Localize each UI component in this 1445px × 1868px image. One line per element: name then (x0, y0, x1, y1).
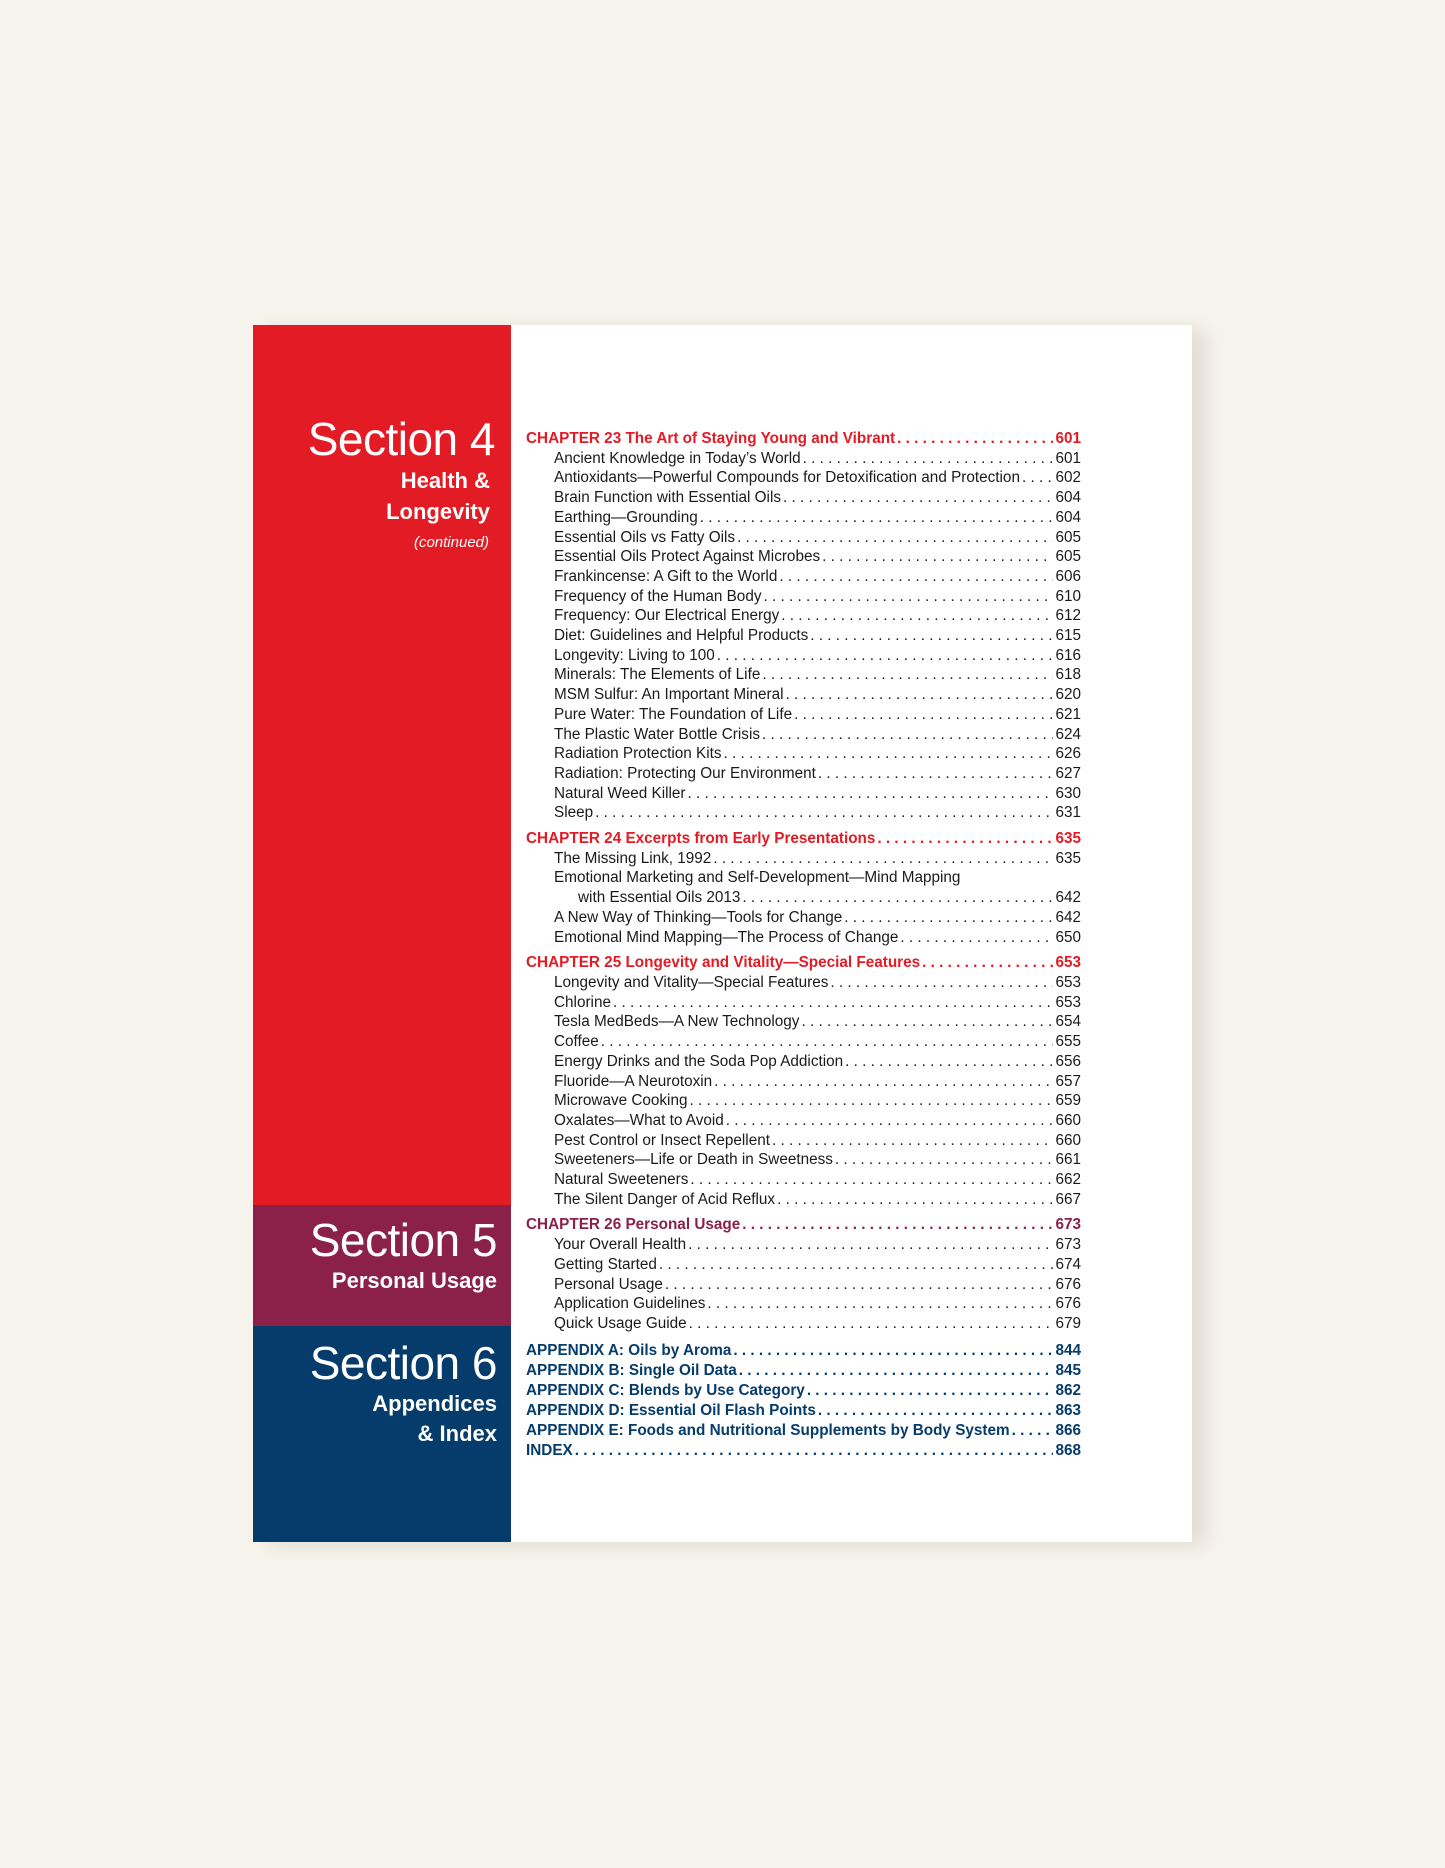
toc-entry-title-line[interactable]: Emotional Marketing and Self-Development—Mind Mapping (554, 869, 961, 887)
dot-leader (845, 1052, 1053, 1072)
dot-leader (835, 1150, 1054, 1170)
toc-entry-page-number: 654 (1055, 1013, 1081, 1031)
dot-leader (613, 993, 1054, 1013)
toc-entry[interactable] (526, 1255, 1081, 1275)
toc-entry-title: Coffee (554, 1033, 599, 1051)
appendix-entry-page-number: 862 (1055, 1381, 1081, 1399)
appendix-entry[interactable] (526, 1421, 1081, 1441)
toc-entry-page-number: 610 (1055, 587, 1081, 605)
toc-entry-page-number: 624 (1055, 725, 1081, 743)
dot-leader (688, 784, 1054, 804)
toc-entry-title: Application Guidelines (554, 1295, 706, 1313)
dot-leader (763, 587, 1053, 607)
toc-entry[interactable] (526, 567, 1081, 587)
toc-entry[interactable] (526, 1091, 1081, 1111)
toc-entry-page-number: 676 (1055, 1295, 1081, 1313)
toc-entry-title: Chlorine (554, 993, 611, 1011)
toc-entry-page-number: 604 (1055, 508, 1081, 526)
toc-entry[interactable] (526, 508, 1081, 528)
book-page (253, 325, 1192, 1542)
chapter-heading-title: CHAPTER 23 The Art of Staying Young and Vibrant (526, 430, 896, 447)
toc-entry-page-number: 606 (1055, 567, 1081, 585)
dot-leader (762, 725, 1053, 745)
dot-leader (822, 547, 1053, 567)
appendix-entry[interactable] (526, 1401, 1081, 1421)
section-4-title: Section 4 (307, 413, 495, 465)
toc-entry-title: Essential Oils vs Fatty Oils (554, 528, 736, 546)
toc-entry-title: Getting Started (554, 1255, 657, 1273)
toc-entry-page-number: 650 (1055, 928, 1081, 946)
toc-entry-page-number: 642 (1055, 889, 1081, 907)
chapter-heading[interactable] (526, 829, 1081, 849)
toc-entry-page-number: 621 (1055, 705, 1081, 723)
dot-leader (742, 888, 1053, 908)
toc-entry-title: Pest Control or Insect Repellent (554, 1131, 770, 1149)
toc-entry[interactable] (526, 1294, 1081, 1314)
dot-leader (781, 606, 1053, 626)
dot-leader (818, 1401, 1054, 1421)
dot-leader (739, 1361, 1054, 1381)
dot-leader (801, 1012, 1053, 1032)
section-4-subtitle-line-2: Longevity (386, 499, 490, 524)
toc-entry-title: Natural Weed Killer (554, 784, 686, 802)
dot-leader (713, 849, 1053, 869)
appendix-entry-title: APPENDIX E: Foods and Nutritional Supplements by Body System (526, 1421, 1010, 1439)
toc-entry-page-number: 626 (1055, 745, 1081, 763)
toc-entry-title: Diet: Guidelines and Helpful Products (554, 627, 809, 645)
toc-entry-page-number: 616 (1055, 646, 1081, 664)
toc-entry[interactable] (526, 849, 1081, 869)
toc-entry-title: Sweeteners—Life or Death in Sweetness (554, 1151, 833, 1169)
toc-entry-page-number: 657 (1055, 1072, 1081, 1090)
toc-entry-title: with Essential Oils 2013 (578, 889, 741, 907)
appendix-entry-title: APPENDIX B: Single Oil Data (526, 1361, 737, 1379)
toc-entry-title: Tesla MedBeds—A New Technology (554, 1013, 800, 1031)
dot-leader (762, 665, 1053, 685)
toc-entry-title: MSM Sulfur: An Important Mineral (554, 686, 784, 704)
toc-entry[interactable] (526, 744, 1081, 764)
dot-leader (877, 829, 1053, 849)
chapter-heading-page-number: 673 (1055, 1216, 1081, 1234)
toc-entry[interactable] (526, 1032, 1081, 1052)
chapter-heading[interactable] (526, 429, 1081, 449)
section-4-band (253, 325, 511, 1205)
toc-entry-title: Oxalates—What to Avoid (554, 1111, 724, 1129)
toc-entry[interactable] (526, 1012, 1081, 1032)
toc-entry-title: Energy Drinks and the Soda Pop Addiction (554, 1052, 844, 1070)
dot-leader (772, 1131, 1054, 1151)
toc-entry-page-number: 676 (1055, 1275, 1081, 1293)
appendix-entry[interactable] (526, 1381, 1081, 1401)
toc-entry-page-number: 653 (1055, 973, 1081, 991)
toc-entry-page-number: 667 (1055, 1190, 1081, 1208)
toc-entry[interactable] (526, 1052, 1081, 1072)
toc-entry[interactable] (526, 725, 1081, 745)
toc-entry-title: Your Overall Health (554, 1236, 687, 1254)
toc-entry[interactable] (526, 646, 1081, 666)
dot-leader (724, 744, 1054, 764)
dot-leader (922, 953, 1053, 973)
section-6-subtitle-line-1: Appendices (372, 1391, 497, 1416)
toc-entry[interactable] (526, 1131, 1081, 1151)
index-entry-title: INDEX (526, 1441, 573, 1459)
section-4-subtitle-line-1: Health & (400, 468, 490, 493)
dot-leader (900, 928, 1053, 948)
dot-leader (737, 528, 1053, 548)
toc-entry[interactable] (526, 468, 1081, 488)
appendix-entry-title: APPENDIX C: Blends by Use Category (526, 1381, 805, 1399)
table-of-contents (526, 429, 1081, 1461)
toc-entry-page-number: 660 (1055, 1131, 1081, 1149)
section-5-title: Section 5 (309, 1214, 497, 1266)
toc-entry[interactable] (526, 685, 1081, 705)
toc-entry[interactable] (526, 803, 1081, 823)
dot-leader (779, 567, 1053, 587)
chapter-heading[interactable] (526, 953, 1081, 973)
chapter-heading-title: CHAPTER 25 Longevity and Vitality—Special Features (526, 954, 921, 972)
toc-entry[interactable] (526, 705, 1081, 725)
appendix-entry[interactable] (526, 1341, 1081, 1361)
toc-entry[interactable] (526, 784, 1081, 804)
toc-entry-title: Quick Usage Guide (554, 1314, 687, 1332)
dot-leader (690, 1170, 1053, 1190)
toc-entry-page-number: 659 (1055, 1092, 1081, 1110)
appendix-entry-page-number: 863 (1055, 1401, 1081, 1419)
toc-entry[interactable] (526, 1170, 1081, 1190)
dot-leader (575, 1441, 1054, 1461)
toc-entry-page-number: 635 (1055, 849, 1081, 867)
toc-entry-page-number: 605 (1055, 528, 1081, 546)
toc-entry-page-number: 631 (1055, 804, 1081, 822)
toc-entry-page-number: 605 (1055, 548, 1081, 566)
toc-entry-title: Fluoride—A Neurotoxin (554, 1072, 713, 1090)
toc-entry[interactable] (526, 764, 1081, 784)
toc-entry-title: Essential Oils Protect Against Microbes (554, 548, 821, 566)
dot-leader (1022, 468, 1054, 488)
toc-entry[interactable] (526, 1275, 1081, 1295)
toc-entry-title: The Silent Danger of Acid Reflux (554, 1190, 776, 1208)
toc-entry[interactable] (526, 993, 1081, 1013)
toc-entry[interactable] (526, 888, 1081, 908)
toc-entry-page-number: 618 (1055, 666, 1081, 684)
dot-leader (714, 1072, 1053, 1092)
toc-entry[interactable] (526, 606, 1081, 626)
toc-entry-page-number: 679 (1055, 1314, 1081, 1332)
section-sidebar (253, 325, 511, 1542)
toc-entry-page-number: 660 (1055, 1111, 1081, 1129)
dot-leader (595, 803, 1053, 823)
index-entry-page-number: 868 (1055, 1441, 1081, 1459)
toc-entry-page-number: 656 (1055, 1052, 1081, 1070)
dot-leader (733, 1341, 1053, 1361)
toc-entry-title: Frequency of the Human Body (554, 587, 762, 605)
toc-entry-title: Longevity and Vitality—Special Features (554, 973, 829, 991)
dot-leader (810, 626, 1053, 646)
toc-entry-page-number: 661 (1055, 1151, 1081, 1169)
toc-entry-title: Radiation: Protecting Our Environment (554, 764, 816, 782)
toc-entry-page-number: 642 (1055, 908, 1081, 926)
dot-leader (665, 1275, 1054, 1295)
appendix-entry-page-number: 845 (1055, 1361, 1081, 1379)
toc-entry-title: Radiation Protection Kits (554, 745, 722, 763)
dot-leader (688, 1235, 1053, 1255)
toc-entry-title: Emotional Mind Mapping—The Process of Change (554, 928, 899, 946)
chapter-heading-page-number: 601 (1055, 430, 1081, 447)
toc-entry-page-number: 627 (1055, 764, 1081, 782)
toc-entry-page-number: 612 (1055, 607, 1081, 625)
index-entry[interactable] (526, 1441, 1081, 1461)
toc-entry-title: Microwave Cooking (554, 1092, 688, 1110)
dot-leader (707, 1294, 1053, 1314)
toc-entry-page-number: 662 (1055, 1171, 1081, 1189)
toc-entry[interactable] (526, 626, 1081, 646)
section-6-title: Section 6 (309, 1337, 497, 1389)
toc-entry[interactable] (526, 1072, 1081, 1092)
section-5-band (253, 1205, 511, 1326)
appendix-entry-page-number: 844 (1055, 1341, 1081, 1359)
toc-entry[interactable] (526, 908, 1081, 928)
appendix-entry-page-number: 866 (1055, 1421, 1081, 1439)
section-4-note: (continued) (413, 534, 489, 551)
toc-entry-page-number: 674 (1055, 1255, 1081, 1273)
section-6-band (253, 1326, 511, 1542)
toc-entry-page-number: 615 (1055, 627, 1081, 645)
toc-entry-page-number: 673 (1055, 1236, 1081, 1254)
dot-leader (726, 1111, 1054, 1131)
dot-leader (783, 488, 1053, 508)
toc-entry-title: The Missing Link, 1992 (554, 849, 712, 867)
toc-entry[interactable] (526, 973, 1081, 993)
dot-leader (786, 685, 1054, 705)
toc-entry[interactable] (526, 1314, 1081, 1334)
toc-entry-title: Pure Water: The Foundation of Life (554, 705, 793, 723)
section-5-subtitle: Personal Usage (331, 1268, 497, 1293)
toc-entry[interactable] (526, 1235, 1081, 1255)
toc-entry[interactable] (526, 587, 1081, 607)
dot-leader (803, 449, 1054, 469)
chapter-heading-page-number: 653 (1055, 954, 1081, 972)
dot-leader (659, 1255, 1054, 1275)
toc-entry-title: Brain Function with Essential Oils (554, 489, 781, 507)
toc-entry-title: Frankincense: A Gift to the World (554, 567, 778, 585)
toc-entry-page-number: 630 (1055, 784, 1081, 802)
toc-entry-page-number: 620 (1055, 686, 1081, 704)
dot-leader (844, 908, 1053, 928)
toc-entry-page-number: 653 (1055, 993, 1081, 1011)
dot-leader (897, 429, 1053, 449)
dot-leader (1012, 1421, 1054, 1441)
toc-entry-page-number: 602 (1055, 469, 1081, 487)
chapter-heading-title: CHAPTER 26 Personal Usage (526, 1216, 741, 1234)
dot-leader (777, 1190, 1053, 1210)
toc-entry-title: Minerals: The Elements of Life (554, 666, 761, 684)
toc-entry-title: Longevity: Living to 100 (554, 646, 715, 664)
appendix-entry-title: APPENDIX D: Essential Oil Flash Points (526, 1401, 816, 1419)
dot-leader (807, 1381, 1054, 1401)
dot-leader (794, 705, 1053, 725)
toc-entry[interactable] (526, 665, 1081, 685)
toc-entry-title: Natural Sweeteners (554, 1171, 689, 1189)
toc-entry[interactable] (526, 528, 1081, 548)
dot-leader (830, 973, 1053, 993)
toc-entry-title: A New Way of Thinking—Tools for Change (554, 908, 843, 926)
toc-entry[interactable] (526, 547, 1081, 567)
appendix-entry-title: APPENDIX A: Oils by Aroma (526, 1341, 732, 1359)
toc-entry-page-number: 655 (1055, 1033, 1081, 1051)
dot-leader (689, 1091, 1053, 1111)
dot-leader (700, 508, 1054, 528)
toc-entry[interactable] (526, 1150, 1081, 1170)
toc-entry-title: Sleep (554, 804, 594, 822)
appendix-entry[interactable] (526, 1361, 1081, 1381)
toc-entry-title: The Plastic Water Bottle Crisis (554, 725, 760, 743)
toc-entry[interactable] (526, 1190, 1081, 1210)
dot-leader (742, 1215, 1053, 1235)
dot-leader (818, 764, 1054, 784)
chapter-heading-page-number: 635 (1055, 830, 1081, 848)
toc-entry[interactable] (526, 488, 1081, 508)
dot-leader (601, 1032, 1054, 1052)
chapter-heading[interactable] (526, 1215, 1081, 1235)
toc-entry-title: Antioxidants—Powerful Compounds for Detoxification and Protection (554, 469, 1020, 487)
toc-entry-title: Frequency: Our Electrical Energy (554, 607, 780, 625)
dot-leader (717, 646, 1054, 666)
toc-entry-page-number: 604 (1055, 489, 1081, 507)
toc-entry-title: Personal Usage (554, 1275, 663, 1293)
toc-entry[interactable] (526, 928, 1081, 948)
toc-entry-title: Ancient Knowledge in Today’s World (554, 449, 801, 467)
toc-entry-page-number: 601 (1055, 449, 1081, 467)
toc-entry-title: Earthing—Grounding (554, 508, 698, 526)
toc-entry[interactable] (526, 449, 1081, 469)
dot-leader (689, 1314, 1054, 1334)
chapter-heading-title: CHAPTER 24 Excerpts from Early Presentations (526, 830, 876, 848)
toc-entry[interactable] (526, 1111, 1081, 1131)
section-6-subtitle-line-2: & Index (417, 1421, 497, 1446)
